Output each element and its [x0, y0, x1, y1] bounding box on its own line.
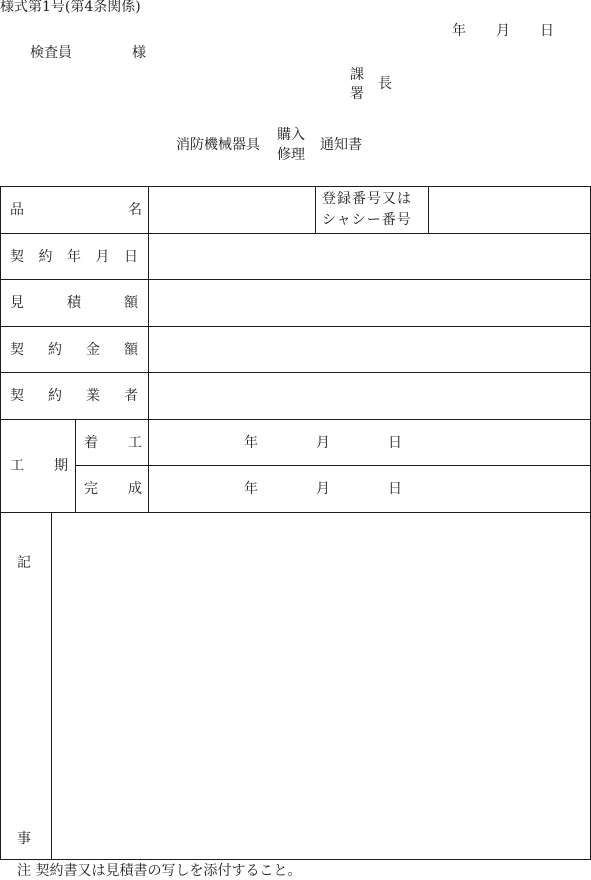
start-date-year: 年 [244, 435, 258, 451]
completion-date-day: 日 [388, 481, 402, 497]
estimate-label-char: 積 [67, 295, 81, 311]
start-label-char: 工 [128, 435, 142, 451]
title-suffix: 通知書 [320, 137, 362, 153]
header-date [452, 24, 554, 38]
period-label-char: 期 [54, 458, 68, 474]
header-date-year: 年 [452, 23, 466, 39]
registration-label-line-1: 登録番号又は [322, 191, 412, 207]
registration-label-line-2: シャシー番号 [322, 212, 412, 228]
completion-date-month: 月 [316, 481, 330, 497]
contractor-label [10, 389, 138, 403]
estimate-label [10, 296, 138, 310]
start-label [84, 436, 142, 450]
completion-label-char: 成 [128, 481, 142, 497]
sender-dept-char-2: 署 [350, 86, 364, 102]
contract-date-label-char: 日 [124, 249, 138, 265]
item-name-label-char-1: 品 [10, 202, 24, 218]
contract-amount-label-char: 約 [48, 342, 62, 358]
period-label [10, 459, 68, 473]
contract-amount-label-char: 額 [124, 342, 138, 358]
contract-date-label-char: 契 [10, 249, 24, 265]
contractor-label-char: 約 [48, 388, 62, 404]
contractor-label-char: 者 [124, 388, 138, 404]
footnote: 注 契約書又は見積書の写しを添付すること。 [17, 863, 302, 879]
completion-date [244, 482, 402, 496]
title-option-purchase: 購入 [277, 127, 305, 143]
start-date-day: 日 [388, 435, 402, 451]
sender-dept-char-1: 課 [350, 67, 364, 83]
contract-amount-label [10, 343, 138, 357]
sender-title: 長 [378, 76, 392, 92]
contract-date-label-char: 月 [95, 249, 110, 265]
header-date-month: 月 [496, 23, 510, 39]
addressee-suffix: 様 [132, 45, 146, 61]
contractor-label-char: 業 [86, 388, 100, 404]
start-label-char: 着 [84, 435, 98, 451]
completion-label-char: 完 [84, 481, 98, 497]
remarks-label-top: 記 [17, 555, 31, 571]
remarks-label-bottom: 事 [17, 831, 31, 847]
start-date [244, 436, 402, 450]
contract-date-label-char: 年 [67, 249, 81, 265]
estimate-label-char: 見 [10, 295, 24, 311]
contract-amount-label-char: 契 [10, 342, 24, 358]
contract-date-label-char: 約 [38, 249, 53, 265]
header-date-day: 日 [540, 23, 554, 39]
period-label-char: 工 [10, 458, 24, 474]
addressee: 検査員 [30, 45, 72, 61]
contract-amount-label-char: 金 [86, 342, 100, 358]
completion-label [84, 482, 142, 496]
contractor-label-char: 契 [10, 388, 24, 404]
item-name-label-char-2: 名 [128, 202, 142, 218]
title-prefix: 消防機械器具 [176, 137, 260, 153]
start-date-month: 月 [316, 435, 330, 451]
estimate-label-char: 額 [124, 295, 138, 311]
form-number: 様式第1号(第4条関係) [0, 0, 141, 15]
completion-date-year: 年 [244, 481, 258, 497]
title-option-repair: 修理 [277, 147, 305, 163]
contract-date-label [10, 250, 138, 264]
